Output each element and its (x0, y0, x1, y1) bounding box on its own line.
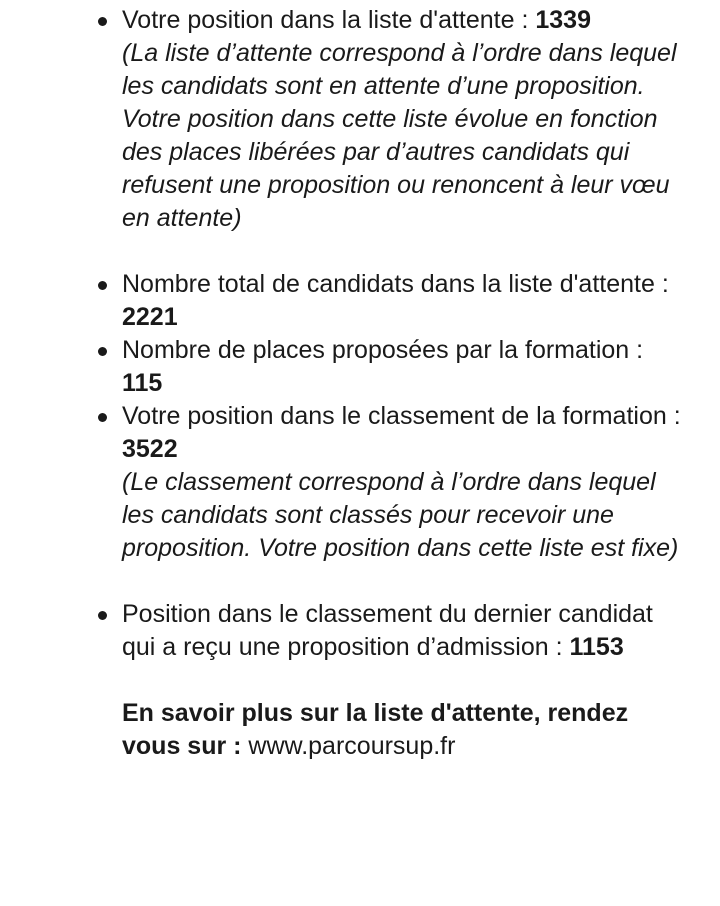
list-item-last-admitted (0, 598, 720, 664)
places-offered-label: Nombre de places proposées par la formation : (122, 336, 644, 364)
waitlist-info (0, 4, 720, 763)
more-info-footer (0, 697, 720, 763)
list-item-ranking-position (0, 400, 720, 598)
more-info-text: En savoir plus sur la liste d'attente, rendez vous sur : (122, 699, 629, 760)
parcoursup-link[interactable]: www.parcoursup.fr (248, 732, 456, 760)
waitlist-details-list (0, 4, 720, 664)
total-candidates-label: Nombre total de candidats dans la liste d'attente : (122, 270, 669, 298)
places-offered-value: 115 (122, 369, 163, 397)
list-item-places-offered (0, 334, 720, 400)
last-admitted-value: 1153 (569, 633, 624, 661)
total-candidates-value: 2221 (122, 303, 178, 331)
ranking-position-value: 3522 (122, 435, 178, 463)
waitlist-position-value: 1339 (535, 6, 591, 34)
waitlist-position-label: Votre position dans la liste d'attente : (122, 6, 536, 34)
list-item-waitlist-position (0, 4, 720, 268)
list-item-total-candidates (0, 268, 720, 334)
ranking-position-note: (Le classement correspond à l’ordre dans lequel les candidats sont classés pour recevoir une proposition. Votre position dans cette liste est fixe) (122, 468, 679, 562)
ranking-position-label: Votre position dans le classement de la formation : (122, 402, 681, 430)
waitlist-position-note: (La liste d’attente correspond à l’ordre dans lequel les candidats sont en attente d’une proposition. Votre position dans cette liste évolue en fonction des places libérées par d’autres candidats qui refusent une proposition ou renoncent à leur vœu en attente) (122, 39, 677, 232)
last-admitted-label: Position dans le classement du dernier candidat qui a reçu une proposition d’admission : (122, 600, 653, 661)
